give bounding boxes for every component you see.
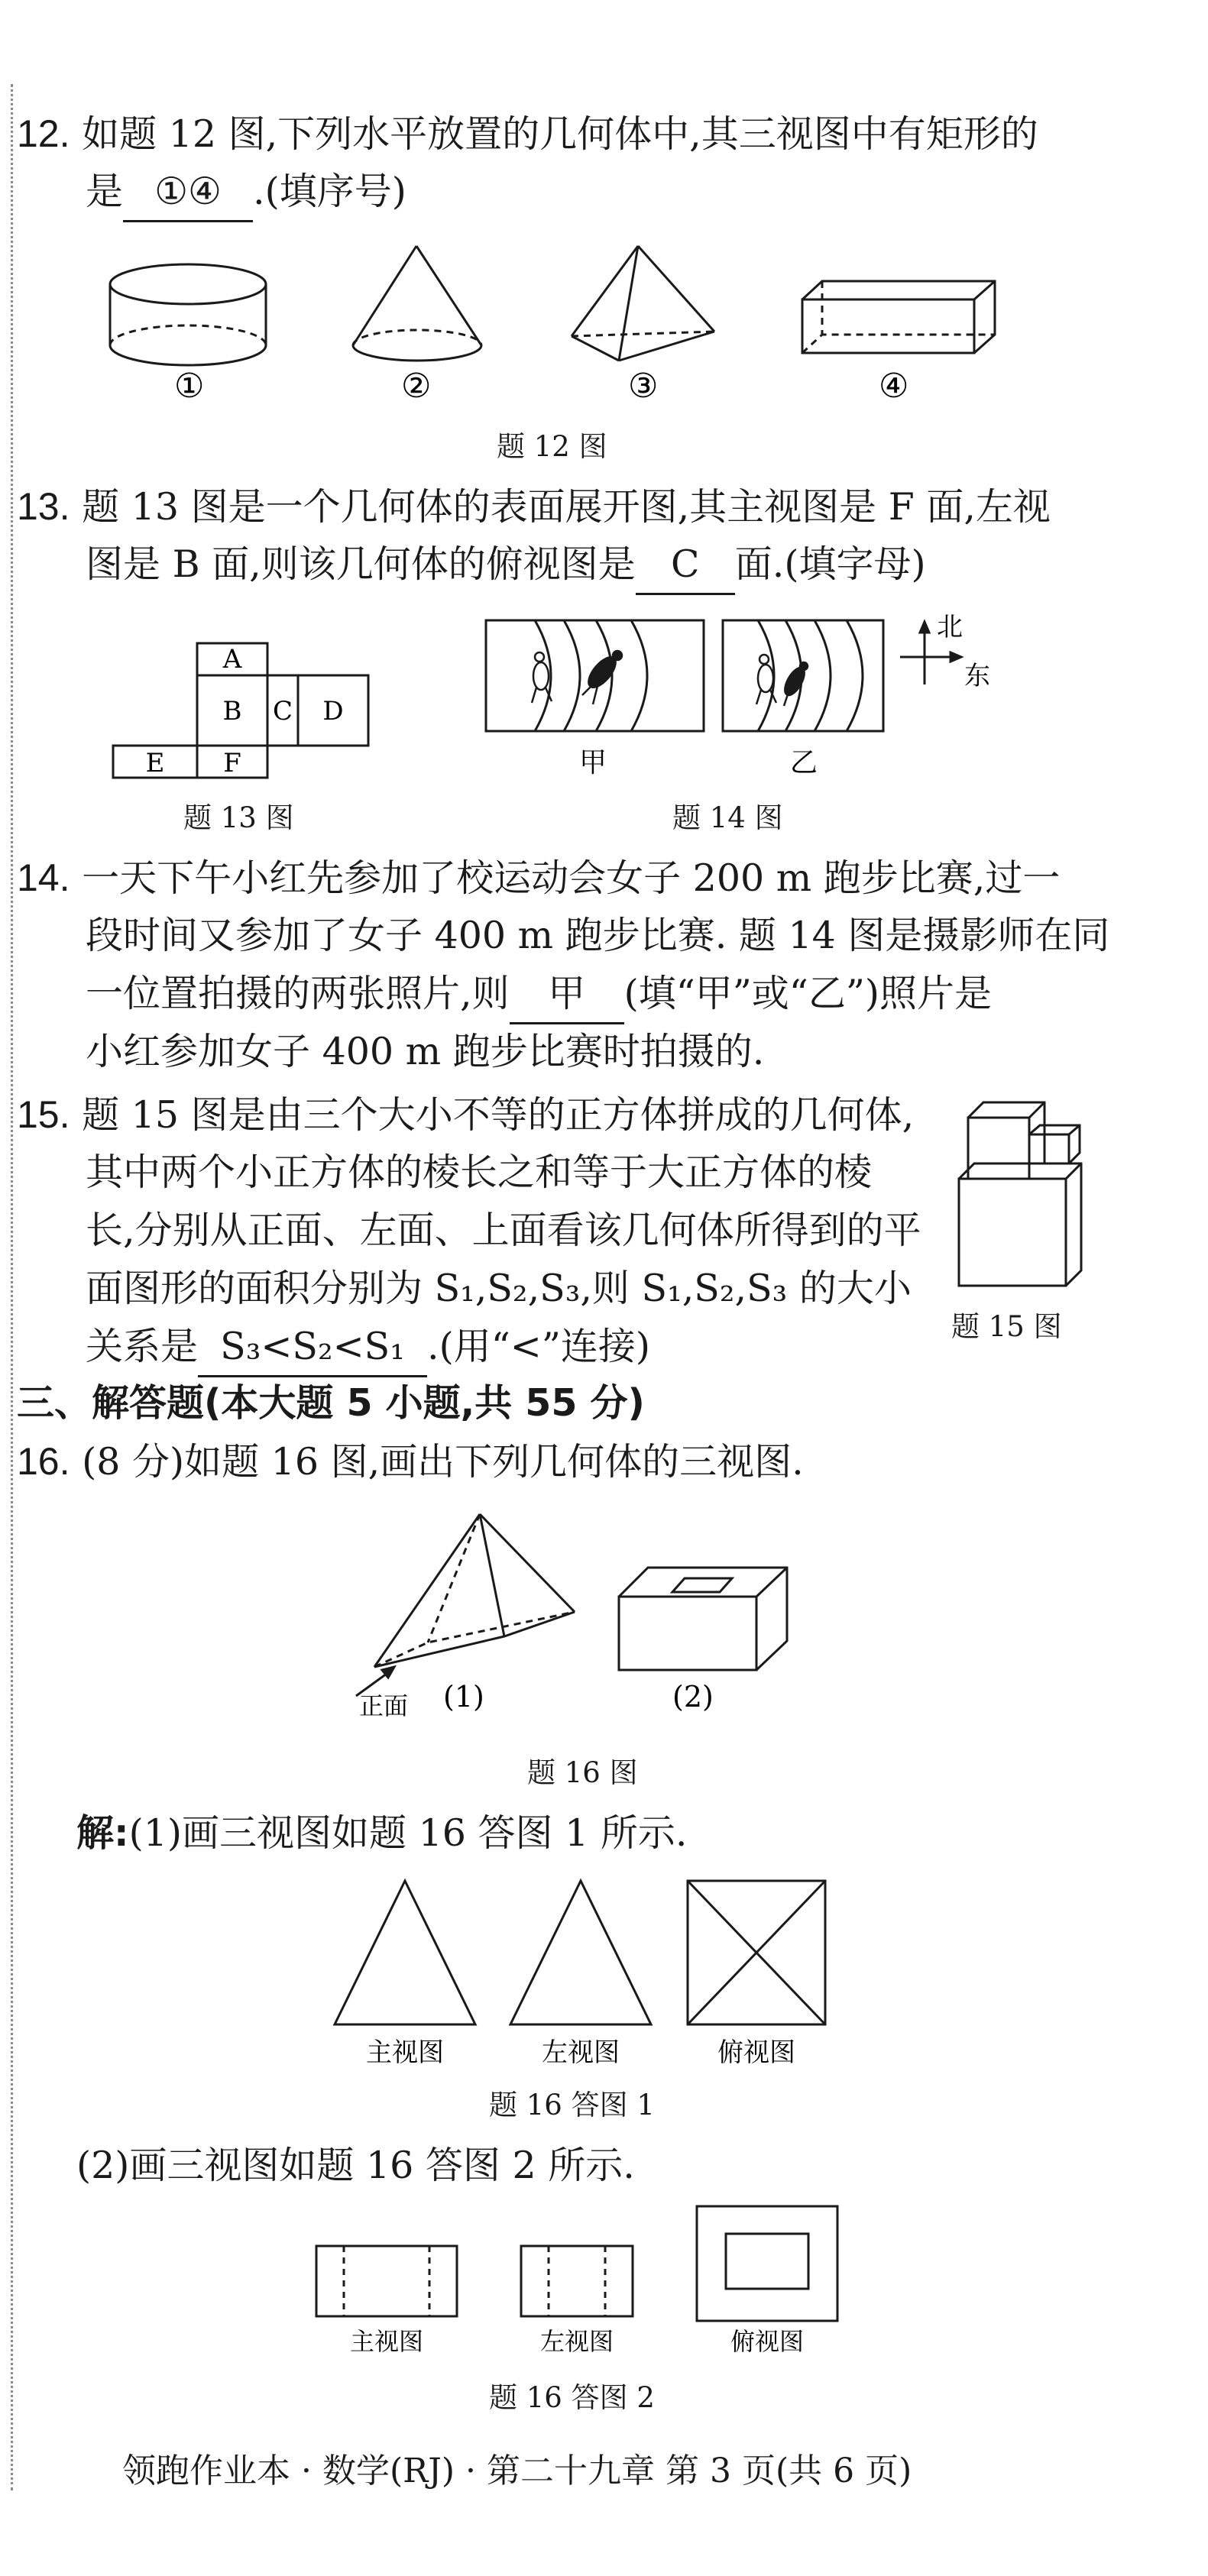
net-face-d: D: [322, 696, 344, 727]
solution-figure-1: [321, 1872, 840, 2070]
q14-line2: 段时间又参加了女子 400 m 跑步比赛. 题 14 图是摄影师在同: [86, 914, 1110, 957]
q14-photos-figure: [481, 611, 1062, 787]
q14-caption: 题 14 图: [672, 801, 783, 834]
solution-caption2: 题 16 答图 2: [489, 2381, 655, 2414]
top-view-hole: [726, 2234, 808, 2289]
q15-line4: 面图形的面积分别为 S₁,S₂,S₃,则 S₁,S₂,S₃ 的大小: [86, 1267, 912, 1310]
q15-line2: 其中两个小正方体的棱长之和等于大正方体的棱: [86, 1150, 873, 1194]
q12-label-2: ②: [401, 367, 432, 406]
q12-label-4: ④: [879, 367, 909, 406]
q13-answer: C: [636, 536, 735, 595]
q15-cubes-figure: [951, 1089, 1104, 1303]
front-label: 正面: [359, 1691, 409, 1720]
q15-line1: 15. 题 15 图是由三个大小不等的正方体拼成的几何体,: [17, 1093, 915, 1137]
q16-solids-figure: [344, 1505, 818, 1727]
q12-line1: 12. 如题 12 图,下列水平放置的几何体中,其三视图中有矩形的: [17, 112, 1038, 156]
answer1-view-front: 主视图: [366, 2037, 444, 2068]
answer1-view-top: 俯视图: [717, 2037, 795, 2068]
north-label: 北: [937, 612, 963, 642]
left-view-triangle: [510, 1881, 651, 2024]
q15-line3: 长,分别从正面、左面、上面看该几何体所得到的平: [86, 1209, 921, 1252]
q16-caption: 题 16 图: [527, 1756, 638, 1789]
answer2-view-front: 主视图: [349, 2327, 424, 2356]
q14-line4: 小红参加女子 400 m 跑步比赛时拍摄的.: [86, 1030, 765, 1073]
top-view-outer: [697, 2206, 837, 2321]
q13-net-figure: [107, 634, 374, 779]
solution-lead: 解:: [76, 1811, 129, 1855]
east-label: 东: [964, 661, 990, 691]
runner-black-icon-yi: [781, 662, 808, 706]
q14-line3: 一位置拍摄的两张照片,则 甲 (填“甲”或“乙”)照片是: [86, 966, 992, 1024]
binding-dotted-line: [11, 84, 13, 2490]
solution-figure-2: [306, 2200, 856, 2368]
page-footer: 领跑作业本 · 数学(RJ) · 第二十九章 第 3 页(共 6 页): [122, 2451, 912, 2490]
section3-heading: [17, 1375, 645, 1432]
q15-line5: 关系是 S₃<S₂<S₁ .(用“<”连接): [86, 1319, 650, 1377]
answer1-view-left: 左视图: [542, 2037, 620, 2068]
q15-caption: 题 15 图: [951, 1310, 1062, 1343]
photo-yi-label: 乙: [790, 747, 818, 778]
q12-label-1: ①: [174, 367, 205, 406]
net-face-e: E: [145, 748, 165, 778]
answer2-view-top: 俯视图: [730, 2327, 805, 2356]
net-face-a: A: [222, 644, 242, 675]
solution-line1: 解:(1)画三视图如题 16 答图 1 所示.: [76, 1811, 688, 1855]
net-face-b: B: [222, 696, 242, 727]
section3-title: 三、解答题: [17, 1381, 205, 1425]
q12-label-3: ③: [628, 367, 659, 406]
q16-fig2-label: (2): [672, 1680, 714, 1714]
photo-jia-label: 甲: [579, 747, 607, 778]
q12-caption: 题 12 图: [497, 430, 607, 463]
q15-answer: S₃<S₂<S₁: [198, 1319, 427, 1377]
solution-caption1: 题 16 答图 1: [489, 2089, 655, 2121]
q14-number: 14.: [17, 856, 70, 899]
q16-fig1-label: (1): [443, 1680, 484, 1714]
q12-number: 12.: [17, 112, 70, 155]
left-view-rect: [521, 2246, 633, 2316]
net-face-f: F: [223, 748, 241, 778]
section3-note: (本大题 5 小题,共 55 分): [204, 1381, 645, 1425]
front-view-rect: [316, 2246, 457, 2316]
answer2-view-left: 左视图: [539, 2327, 614, 2356]
net-face-c: C: [272, 696, 293, 727]
q16-number: 16.: [17, 1440, 70, 1483]
front-view-triangle: [335, 1881, 475, 2024]
q13-caption: 题 13 图: [183, 801, 294, 834]
q12-line2: 是 ①④ .(填序号): [86, 163, 406, 222]
q13-line2: 图是 B 面,则该几何体的俯视图是 C 面.(填字母): [86, 536, 926, 595]
q13-number: 13.: [17, 485, 70, 528]
q14-line1: 14. 一天下午小红先参加了校运动会女子 200 m 跑步比赛,过一: [17, 856, 1061, 900]
q14-answer: 甲: [510, 966, 624, 1024]
solution-line2: (2)画三视图如题 16 答图 2 所示.: [76, 2144, 635, 2187]
runner-black-icon-jia: [582, 651, 622, 704]
q15-number: 15.: [17, 1093, 70, 1136]
q13-line1: 13. 题 13 图是一个几何体的表面展开图,其主视图是 F 面,左视: [17, 485, 1051, 529]
q12-solids-figure: [99, 244, 1016, 416]
q16-line: 16. (8 分)如题 16 图,画出下列几何体的三视图.: [17, 1440, 804, 1484]
q12-answer: ①④: [123, 163, 253, 222]
